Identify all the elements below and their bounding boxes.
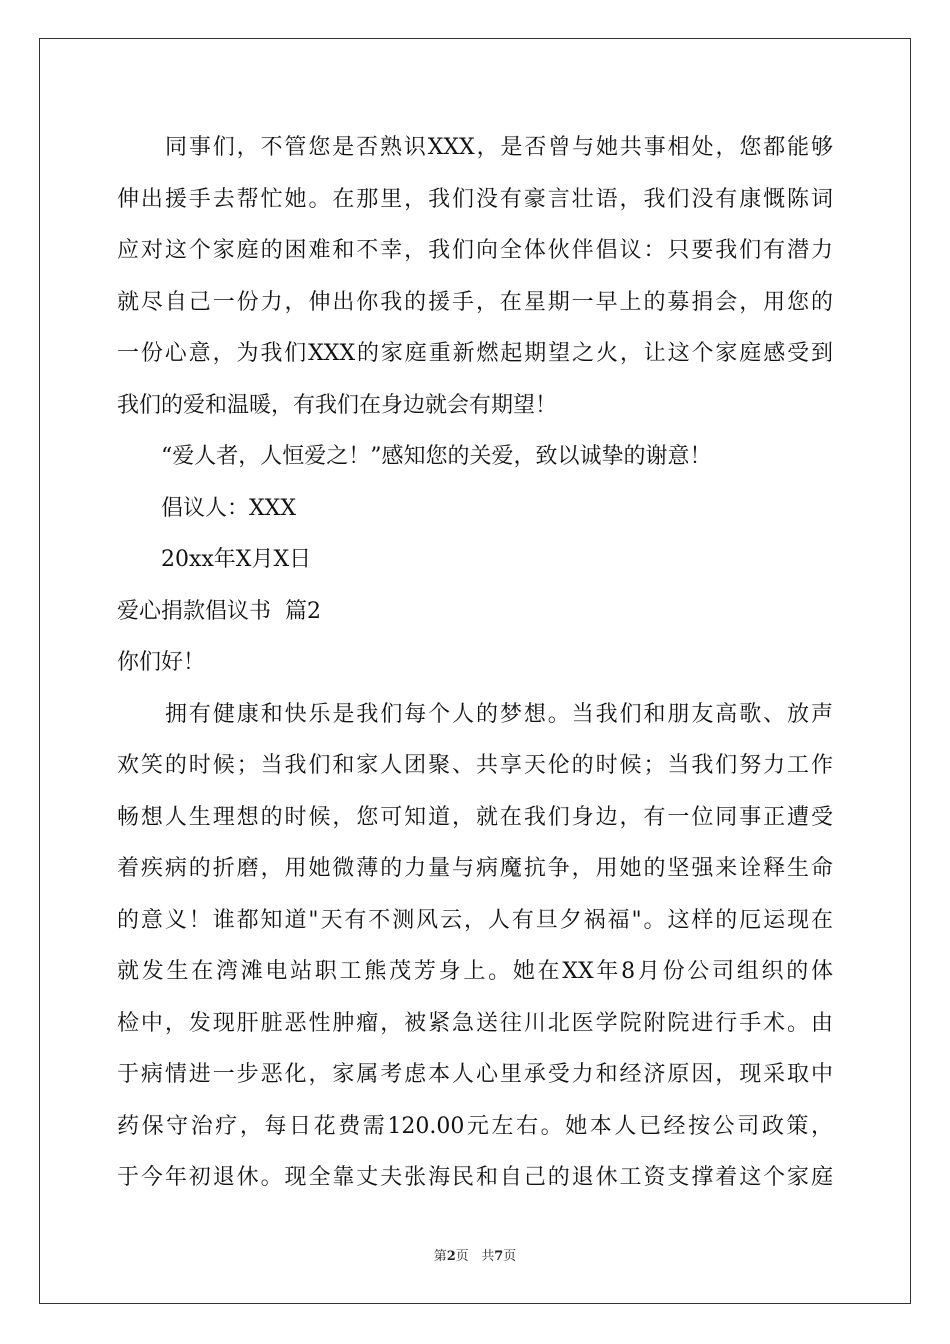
paragraph-1-line-3: 应对这个家庭的困难和不幸，我们向全体伙伴倡议：只要我们有潜力	[117, 238, 833, 263]
paragraph-2-line-4: 着疾病的折磨，用她微薄的力量与病魔抗争，用她的坚强来诠释生命	[117, 856, 833, 881]
paragraph-1-line-2: 伸出援手去帮忙她。在那里，我们没有豪言壮语，我们没有康慨陈词	[117, 186, 833, 212]
footer-prefix: 第	[433, 1249, 447, 1264]
paragraph-2-line-10: 于今年初退休。现全靠丈夫张海民和自己的退休工资支撑着这个家庭	[117, 1165, 833, 1190]
quote-line: “爱人者，人恒爱之！”感知您的关爱，致以诚挚的谢意！	[161, 444, 712, 469]
footer-suffix: 页	[503, 1249, 517, 1264]
document-body	[117, 122, 833, 1204]
paragraph-2-line-3: 畅想人生理想的时候，您可知道，就在我们身边，有一位同事正遭受	[117, 804, 833, 830]
paragraph-2-line-1: 拥有健康和快乐是我们每个人的梦想。当我们和朋友高歌、放声	[165, 701, 833, 727]
paragraph-1-line-4: 就尽自己一份力，伸出你我的援手，在星期一早上的募捐会，用您的	[117, 289, 833, 315]
paragraph-2-line-8: 于病情进一步恶化，家属考虑本人心里承受力和经济原因，现采取中	[117, 1062, 833, 1087]
section-title: 爱心捐款倡议书 篇2	[117, 598, 321, 624]
paragraph-2-line-9: 药保守治疗，每日花费需120.00元左右。她本人已经按公司政策，	[117, 1113, 833, 1139]
footer-mid: 页 共	[455, 1249, 495, 1264]
paragraph-1-line-1: 同事们，不管您是否熟识XXX，是否曾与她共事相处，您都能够	[165, 135, 833, 160]
paragraph-2-line-2: 欢笑的时候；当我们和家人团聚、共享天伦的时候；当我们努力工作	[117, 753, 833, 778]
paragraph-2-line-5: 的意义！谁都知道"天有不测风云，人有旦夕祸福"。这样的厄运现在	[117, 907, 833, 933]
date-line: 20xx年X月X日	[161, 547, 312, 572]
paragraph-1-line-5: 一份心意，为我们XXX的家庭重新燃起期望之火，让这个家庭感受到	[117, 341, 833, 366]
footer-page-number: 2	[446, 1249, 456, 1264]
paragraph-2-line-7: 检中，发现肝脏恶性肿瘤，被紧急送往川北医学院附院进行手术。由	[117, 1010, 833, 1036]
initiator-line: 倡议人：XXX	[161, 495, 296, 521]
page-footer	[0, 1248, 950, 1266]
footer-total-pages: 7	[494, 1249, 504, 1264]
paragraph-2-line-6: 就发生在湾滩电站职工熊茂芳身上。她在XX年8月份公司组织的体	[117, 959, 833, 984]
paragraph-1-line-6: 我们的爱和温暖，有我们在身边就会有期望！	[117, 392, 558, 418]
greeting-line: 你们好！	[117, 650, 206, 675]
